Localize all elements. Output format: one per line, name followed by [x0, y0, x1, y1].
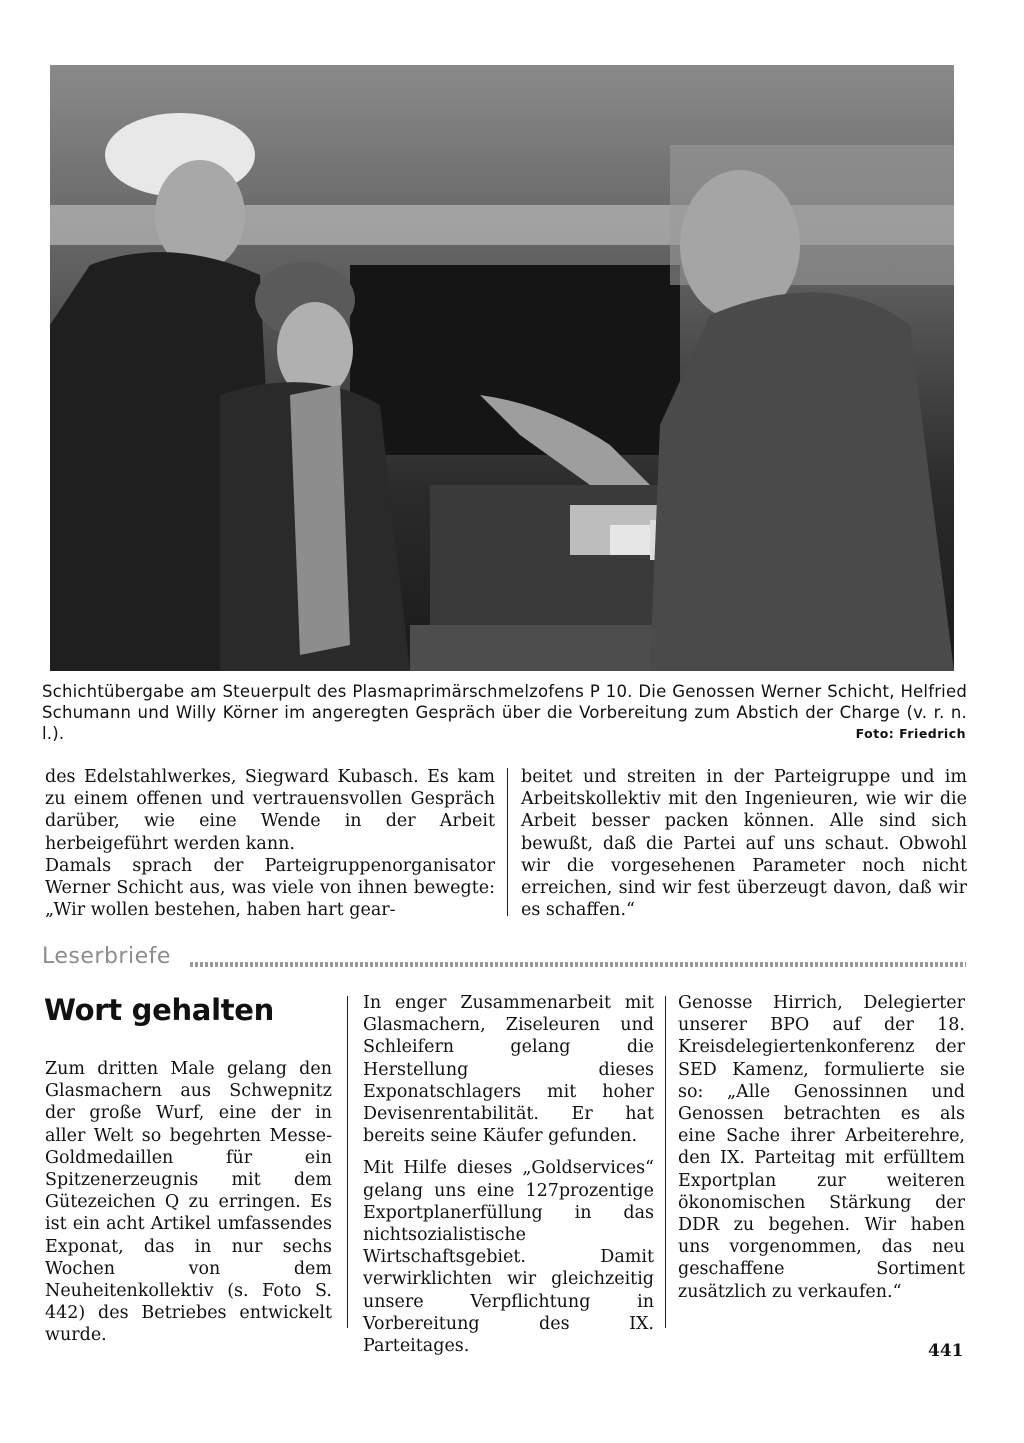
- section-label: Leserbriefe: [42, 944, 171, 969]
- page-number: 441: [928, 1341, 964, 1361]
- letter-column-1: [45, 1058, 332, 1347]
- column-divider: [507, 768, 508, 916]
- paragraph: Mit Hilfe dieses „Goldservices“ gelang uns eine 127prozentige Exportplanerfüllung in das nichtsozialistische Wirtschaftsgebiet. Damit verwirklichten wir gleichzeitig unsere Verpflichtung in Vorbereitung des IX. Parteitages.: [363, 1158, 654, 1357]
- photo: [50, 65, 954, 671]
- top-article-column-2: [521, 766, 967, 921]
- paragraph: beitet und streiten in der Parteigruppe und im Arbeitskollektiv mit den Ingenieuren, wie wir die Arbeit besser packen können. Alle sind sich bewußt, daß die Partei auf uns schaut. Obwohl wir die vorgesehenen Parameter noch nicht erreichen, sind wir fest überzeugt davon, daß wir es schaffen.“: [521, 767, 967, 921]
- article-headline: Wort gehalten: [44, 993, 274, 1027]
- top-article-column-1: [45, 766, 495, 921]
- paragraph: des Edelstahlwerkes, Siegward Kubasch. Es kam zu einem offenen und vertrauensvollen Gespräch darüber, wie eine Wende in der Arbeit herbeigeführt werden kann.: [45, 767, 495, 854]
- column-divider: [665, 996, 666, 1328]
- photo-credit: Foto: Friedrich: [855, 726, 966, 741]
- paragraph: In enger Zusammenarbeit mit Glasmachern, Ziseleuren und Schleifern gelang die Herstellung dieses Exponatschlagers mit hoher Devisenrentabilität. Er hat bereits seine Käufer gefunden.: [363, 993, 654, 1147]
- photo-caption: Schichtübergabe am Steuerpult des Plasmaprimärschmelzofens P 10. Die Genossen Werner Schicht, Helfried Schumann und Willy Körner im angeregten Gespräch über die Vorbereitung zum Abstich der Charge (v. r. n. l.).: [42, 682, 967, 743]
- photo-scene: [50, 65, 954, 671]
- section-rule: [190, 962, 966, 967]
- paragraph: Genosse Hirrich, Delegierter unserer BPO auf der 18. Kreisdelegiertenkonferenz der SED Kamenz, formulierte sie so: „Alle Genossinnen und Genossen betrachten es als eine Sache ihrer Arbeiterehre, den IX. Parteitag mit erfülltem Exportplan zur weiteren ökonomischen Stärkung der DDR zu begehen. Wir haben uns vorgenommen, das neu geschaffene Sortiment zusätzlich zu verkaufen.“: [678, 993, 965, 1302]
- letter-column-3: [678, 992, 965, 1303]
- column-divider: [347, 996, 348, 1328]
- paragraph: Damals sprach der Parteigruppenorganisator Werner Schicht aus, was viele von ihnen bewegte: „Wir wollen bestehen, haben hart gear-: [45, 855, 495, 921]
- letter-column-2: [363, 992, 654, 1357]
- paragraph: Zum dritten Male gelang den Glasmachern aus Schwepnitz der große Wurf, eine der in aller Welt so begehrten Messe-Goldmedaillen für ein Spitzenerzeugnis mit dem Gütezeichen Q zu erringen. Es ist ein acht Artikel umfassendes Exponat, das in nur sechs Wochen von dem Neuheitenkollektiv (s. Foto S. 442) des Betriebes entwickelt wurde.: [45, 1059, 332, 1346]
